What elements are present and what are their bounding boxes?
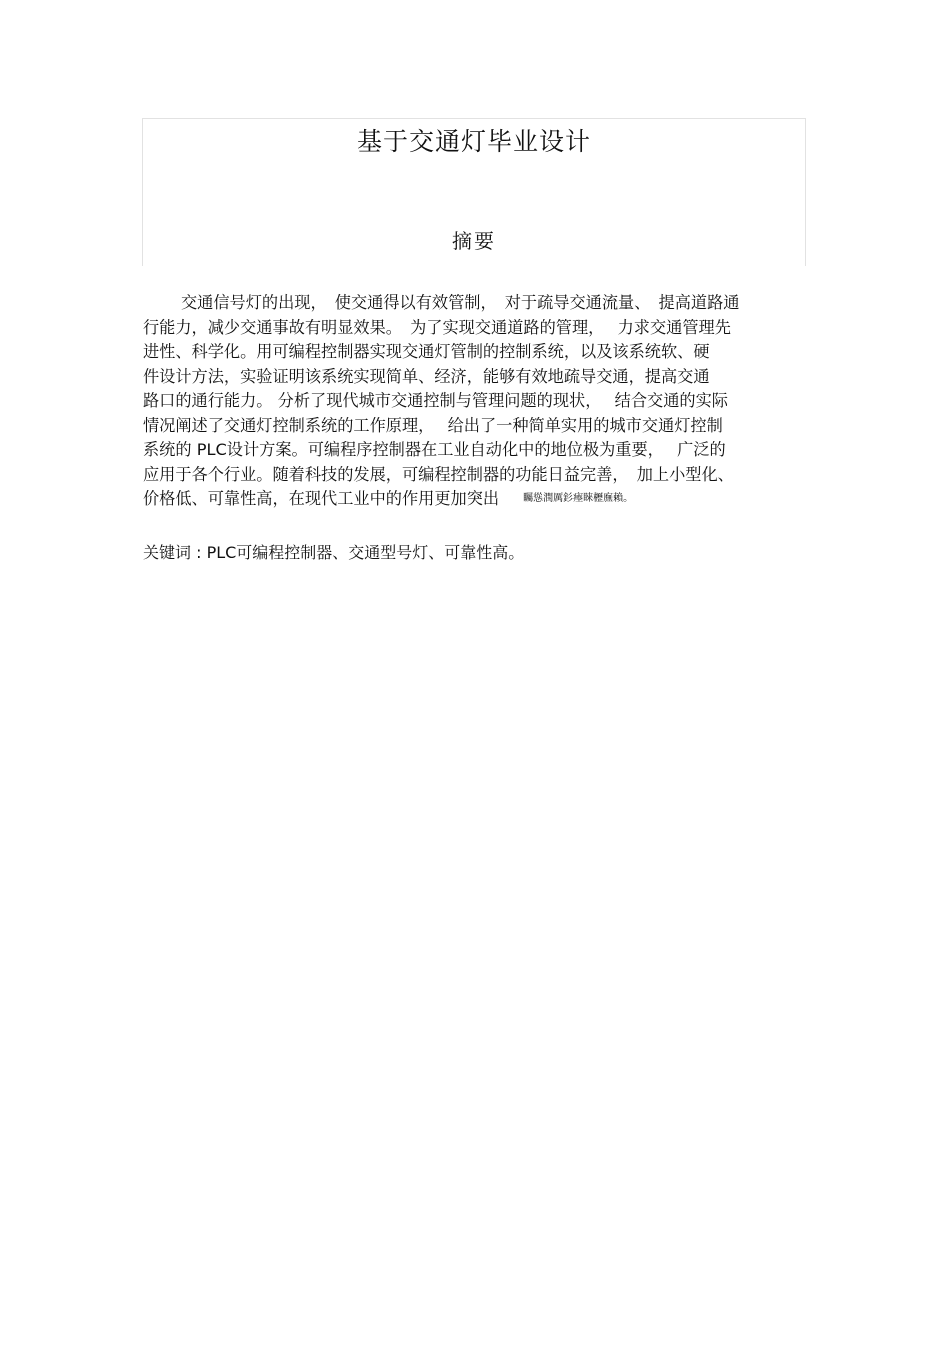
title-box	[142, 118, 806, 266]
garbled-text: 矚慫潤厲釤瘞睞櫪廡賴。	[523, 493, 634, 505]
abstract-paragraph	[143, 291, 807, 512]
abstract-line: 情况阐述了交通灯控制系统的工作原理， 给出了一种简单实用的城市交通灯控制	[143, 415, 723, 435]
abstract-line: 件设计方法，实验证明该系统实现简单、经济，能够有效地疏导交通，提高交通	[143, 366, 710, 386]
abstract-line: 进性、科学化。用可编程控制器实现交通灯管制的控制系统，以及该系统软、硬	[143, 342, 710, 361]
abstract-line: 路口的通行能力。 分析了现代城市交通控制与管理问题的现状， 结合交通的实际	[143, 391, 728, 410]
abstract-heading: 摘要	[452, 229, 496, 253]
abstract-last-line	[143, 487, 807, 512]
abstract-line: 交通信号灯的出现， 使交通得以有效管制， 对于疏导交通流量、 提高道路通	[181, 293, 740, 312]
abstract-line: 行能力，减少交通事故有明显效果。 为了实现交通道路的管理， 力求交通管理先	[143, 317, 731, 337]
document-title: 基于交通灯毕业设计	[356, 127, 591, 156]
keywords: 关键词 : PLC可编程控制器、交通型号灯、可靠性高。	[143, 543, 525, 562]
abstract-line: 系统的 PLC设计方案。可编程序控制器在工业自动化中的地位极为重要， 广泛的	[143, 440, 726, 459]
abstract-line: 应用于各个行业。随着科技的发展，可编程控制器的功能日益完善， 加上小型化、	[143, 464, 734, 484]
abstract-line-text: 价格低、可靠性高，在现代工业中的作用更加突出	[143, 489, 500, 508]
